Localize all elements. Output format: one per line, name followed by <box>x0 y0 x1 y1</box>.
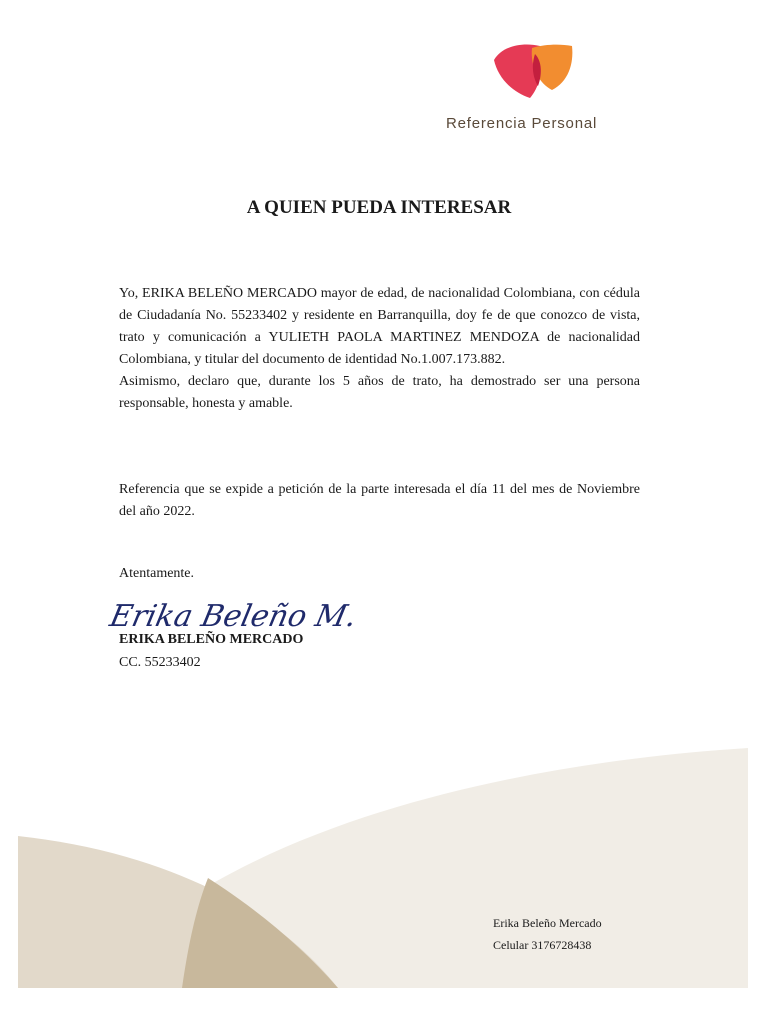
body-paragraph-1 <box>119 283 640 415</box>
footer-phone: Celular 3176728438 <box>493 938 592 952</box>
character-statement: Asimismo, declaro que, durante los 5 años de trato, ha demostrado ser una persona responsable, honesta y amable. <box>119 374 640 411</box>
handwritten-signature <box>106 590 360 638</box>
logo-caption: Referencia Personal <box>446 115 598 132</box>
signer-id: CC. 55233402 <box>119 655 201 670</box>
declaration-text: Yo, ERIKA BELEÑO MERCADO mayor de edad, de nacionalidad Colombiana, con cédula de Ciudadanía No. 55233402 y residente en Barranquilla, doy fe de que conozco de vista, trato y comunicación a YULIETH PAOLA MARTINEZ MENDOZA de nacionalidad Colombiana, y titular del documento de identidad No.1.007.173.882. <box>119 286 640 367</box>
svg-text:Erika Beleño M.: Erika Beleño M. <box>106 599 360 634</box>
petal-logo-icon <box>490 40 580 100</box>
body-paragraph-2: Referencia que se expide a petición de la parte interesada el día 11 del mes de Noviembre del año 2022. <box>119 482 640 519</box>
footer-name: Erika Beleño Mercado <box>493 916 602 930</box>
letter-title: A QUIEN PUEDA INTERESAR <box>246 197 512 218</box>
signer-name: ERIKA BELEÑO MERCADO <box>119 632 304 647</box>
footer-wave-decoration <box>0 740 768 1000</box>
closing-text: Atentamente. <box>119 566 195 581</box>
